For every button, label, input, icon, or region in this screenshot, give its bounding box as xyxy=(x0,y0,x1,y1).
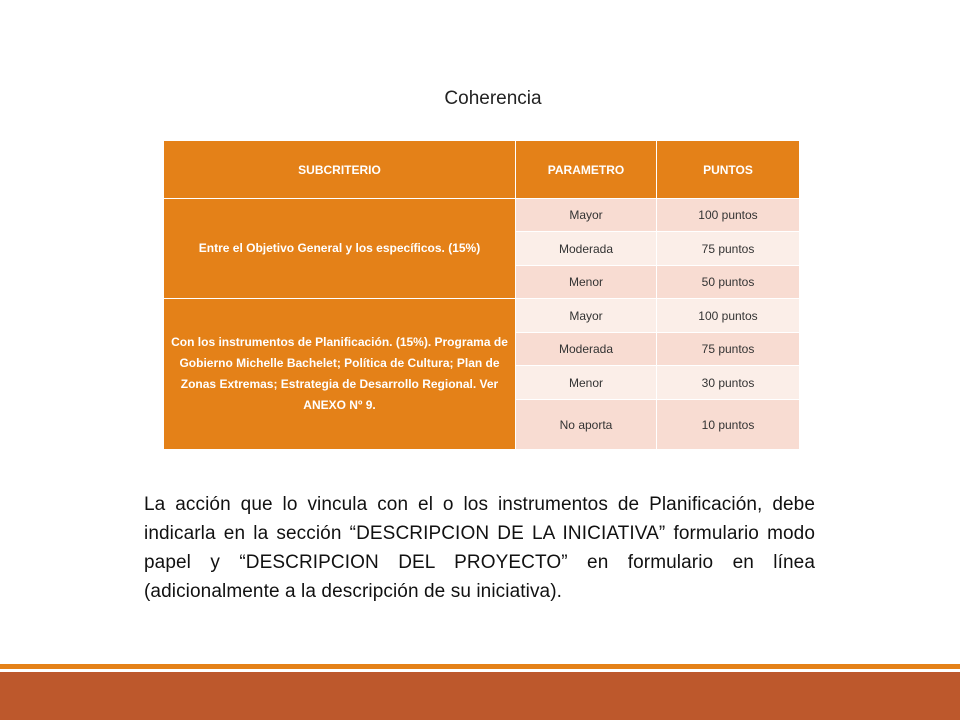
table-row xyxy=(164,199,800,232)
footer-accent-line xyxy=(0,664,960,669)
footer-band xyxy=(0,672,960,720)
body-paragraph: La acción que lo vincula con el o los instrumentos de Planificación, debe indicarla en la sección “DESCRIPCION DE LA INICIATIVA” formulario modo papel y “DESCRIPCION DEL PROYECTO” en formulario en línea (adicionalmente a la descripción de su iniciativa). xyxy=(144,494,815,602)
puntos-cell: 100 puntos xyxy=(657,199,800,232)
table-header-row xyxy=(164,141,800,199)
table-row xyxy=(164,299,800,333)
coherencia-table xyxy=(163,140,800,450)
subcriterio-cell: Entre el Objetivo General y los específicos. (15%) xyxy=(164,199,516,299)
parametro-cell: Moderada xyxy=(516,232,657,266)
parametro-cell: No aporta xyxy=(516,400,657,450)
puntos-cell: 50 puntos xyxy=(657,266,800,299)
parametro-cell: Menor xyxy=(516,366,657,400)
puntos-cell: 75 puntos xyxy=(657,333,800,366)
parametro-cell: Mayor xyxy=(516,199,657,232)
page-title: Coherencia xyxy=(444,88,542,109)
puntos-cell: 10 puntos xyxy=(657,400,800,450)
puntos-cell: 75 puntos xyxy=(657,232,800,266)
parametro-cell: Moderada xyxy=(516,333,657,366)
column-header-puntos: PUNTOS xyxy=(657,141,800,199)
puntos-cell: 30 puntos xyxy=(657,366,800,400)
column-header-parametro: PARAMETRO xyxy=(516,141,657,199)
column-header-subcriterio: SUBCRITERIO xyxy=(164,141,516,199)
puntos-cell: 100 puntos xyxy=(657,299,800,333)
parametro-cell: Mayor xyxy=(516,299,657,333)
subcriterio-cell: Con los instrumentos de Planificación. (15%). Programa de Gobierno Michelle Bachelet; Política de Cultura; Plan de Zonas Extremas; Estrategia de Desarrollo Regional. Ver ANEXO Nº 9. xyxy=(164,299,516,450)
parametro-cell: Menor xyxy=(516,266,657,299)
